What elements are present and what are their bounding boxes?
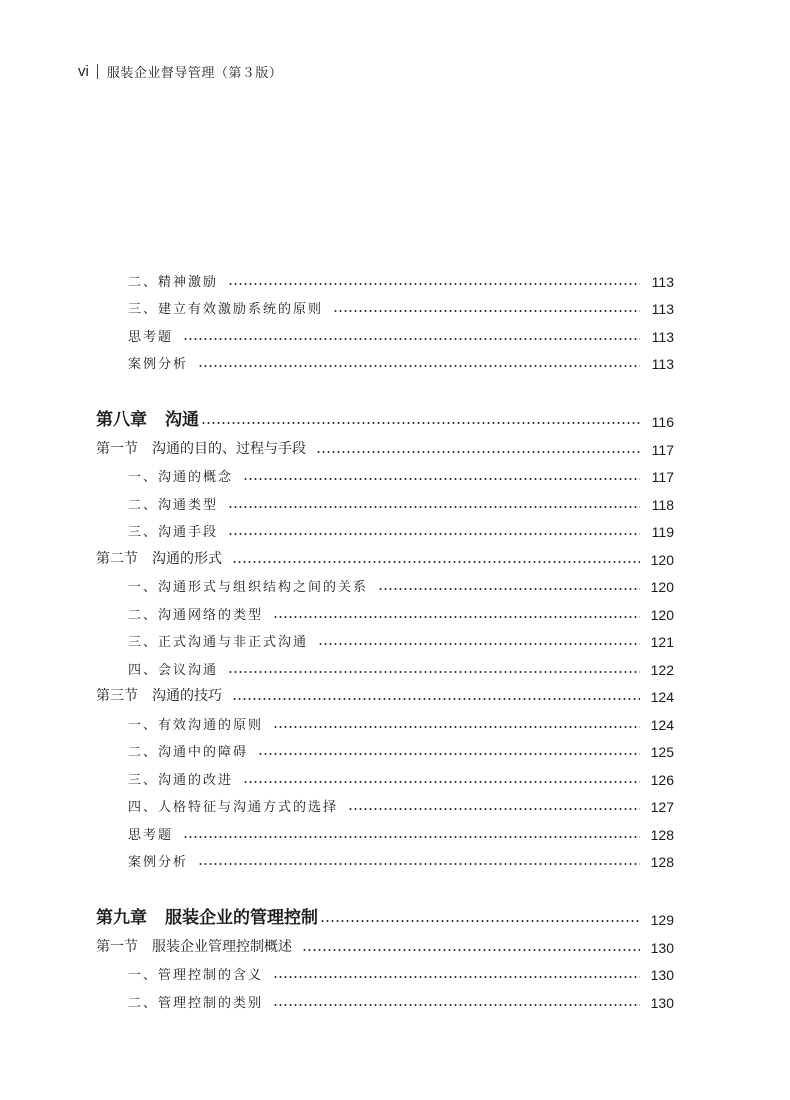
toc-entry-text: 案例分析 (128, 357, 189, 372)
dot-leader (273, 616, 640, 618)
toc-page-number: 125 (650, 744, 674, 760)
toc-page-number: 113 (651, 301, 674, 317)
toc-item-row[interactable] (96, 487, 674, 515)
toc-entry-text: 二、管理控制的类别 (128, 995, 264, 1011)
toc-entry-title (128, 769, 233, 790)
dot-leader (348, 808, 640, 810)
toc-entry-title (128, 466, 233, 487)
toc-page-number: 116 (651, 414, 674, 430)
toc-entry-title (128, 326, 173, 347)
toc-entry-text: 一、管理控制的含义 (128, 968, 264, 983)
toc-entry-title (128, 714, 263, 735)
toc-entry-title (128, 576, 368, 597)
dot-leader (228, 506, 640, 508)
dot-leader (228, 283, 640, 285)
toc-item-row[interactable] (96, 985, 674, 1013)
toc-item-row[interactable] (96, 790, 674, 818)
toc-entry-title (96, 903, 318, 930)
toc-entry-text: 一、沟通形式与组织结构之间的关系 (128, 580, 369, 595)
toc-page-number: 118 (651, 496, 674, 513)
toc-item-row[interactable] (96, 460, 674, 488)
toc-sub-row[interactable] (96, 817, 674, 845)
toc-page-number: 128 (650, 854, 674, 870)
table-of-contents (96, 264, 674, 1013)
dot-leader (320, 920, 640, 922)
toc-entry-title (96, 548, 222, 570)
toc-entry-number: 第一节 (96, 440, 138, 457)
toc-entry-title (128, 659, 218, 680)
dot-leader (302, 949, 640, 951)
toc-entry-title (128, 824, 173, 845)
toc-entry-title (128, 353, 188, 374)
toc-item-row[interactable] (96, 958, 674, 986)
toc-entry-text: 思考题 (128, 827, 174, 843)
toc-section-row[interactable] (96, 930, 674, 958)
toc-entry-title (96, 685, 222, 707)
toc-sub-row[interactable] (96, 319, 674, 347)
toc-entry-title (128, 521, 218, 542)
toc-section-row[interactable] (96, 432, 674, 460)
toc-page-number: 127 (650, 799, 674, 815)
dot-leader (228, 533, 640, 535)
page-number: vi (78, 62, 89, 80)
toc-entry-title (128, 631, 308, 652)
toc-page-number: 117 (651, 441, 674, 458)
dot-leader (378, 588, 640, 590)
toc-page-number: 113 (651, 273, 674, 290)
toc-entry-text: 沟通的技巧 (152, 688, 222, 704)
toc-page-number: 119 (651, 524, 674, 540)
toc-entry-text: 思考题 (128, 329, 174, 345)
dot-leader (232, 698, 640, 700)
toc-page-number: 113 (651, 328, 674, 345)
dot-leader (273, 976, 640, 978)
toc-entry-text: 三、沟通的改进 (128, 772, 234, 788)
toc-page-number: 122 (650, 661, 674, 678)
toc-entry-title (96, 438, 306, 460)
toc-sub-row[interactable] (96, 845, 674, 873)
toc-item-row[interactable] (96, 570, 674, 598)
toc-entry-text: 一、沟通的概念 (128, 470, 234, 485)
toc-item-row[interactable] (96, 762, 674, 790)
toc-entry-title (128, 992, 263, 1013)
dot-leader (243, 478, 640, 480)
toc-page-number: 120 (650, 551, 674, 568)
toc-sub-row[interactable] (96, 347, 674, 375)
toc-item-row[interactable] (96, 292, 674, 320)
toc-item-row[interactable] (96, 597, 674, 625)
dot-leader (318, 643, 640, 645)
toc-entry-text: 二、沟通网络的类型 (128, 607, 264, 623)
toc-page-number: 126 (650, 771, 674, 788)
toc-entry-text: 服装企业的管理控制 (165, 908, 318, 928)
toc-gap (96, 872, 674, 900)
toc-page-number: 130 (650, 967, 674, 983)
dot-leader (258, 753, 640, 755)
toc-chapter-row[interactable] (96, 402, 674, 432)
toc-entry-text: 二、沟通类型 (128, 497, 219, 513)
toc-page-number: 120 (650, 606, 674, 623)
toc-entry-text: 沟通的目的、过程与手段 (152, 440, 306, 457)
dot-leader (232, 561, 640, 563)
toc-entry-text: 三、正式沟通与非正式沟通 (128, 635, 309, 650)
dot-leader (273, 1004, 640, 1006)
toc-item-row[interactable] (96, 625, 674, 653)
toc-item-row[interactable] (96, 735, 674, 763)
toc-entry-text: 四、会议沟通 (128, 662, 219, 678)
toc-page-number: 130 (650, 939, 674, 956)
book-title: 服装企业督导管理（第３版） (106, 65, 283, 81)
toc-entry-title (128, 964, 263, 985)
toc-entry-title (128, 494, 218, 515)
dot-leader (228, 671, 640, 673)
toc-page-number: 124 (650, 689, 674, 705)
toc-entry-number: 第九章 (96, 908, 147, 928)
toc-item-row[interactable] (96, 652, 674, 680)
toc-entry-number: 第八章 (96, 410, 147, 430)
dot-leader (243, 781, 640, 783)
dot-leader (316, 451, 640, 453)
toc-entry-title (128, 298, 323, 319)
toc-entry-text: 沟通的形式 (152, 550, 222, 567)
toc-entry-text: 沟通 (165, 410, 199, 430)
toc-gap (96, 374, 674, 402)
toc-entry-title (128, 851, 188, 872)
toc-entry-number: 第一节 (96, 938, 138, 955)
toc-entry-title (96, 936, 292, 958)
toc-entry-title (128, 796, 338, 817)
toc-entry-text: 服装企业管理控制概述 (152, 938, 292, 955)
toc-entry-number: 第二节 (96, 550, 138, 567)
toc-entry-text: 二、精神激励 (128, 274, 219, 290)
toc-chapter-row[interactable] (96, 900, 674, 930)
header-divider (97, 64, 98, 79)
toc-page-number: 121 (650, 634, 674, 650)
toc-item-row[interactable] (96, 707, 674, 735)
toc-section-row[interactable] (96, 542, 674, 570)
toc-entry-text: 二、沟通中的障碍 (128, 745, 249, 760)
toc-entry-text: 四、人格特征与沟通方式的选择 (128, 800, 339, 815)
toc-page-number: 128 (650, 826, 674, 843)
toc-entry-text: 一、有效沟通的原则 (128, 717, 264, 733)
toc-item-row[interactable] (96, 264, 674, 292)
toc-page-number: 124 (650, 716, 674, 733)
toc-page-number: 129 (650, 912, 674, 928)
toc-entry-text: 三、沟通手段 (128, 525, 219, 540)
dot-leader (198, 365, 640, 367)
dot-leader (201, 422, 640, 424)
toc-entry-title (128, 604, 263, 625)
toc-page-number: 113 (651, 356, 674, 372)
dot-leader (198, 863, 640, 865)
toc-entry-title (128, 271, 218, 292)
toc-entry-text: 案例分析 (128, 855, 189, 870)
toc-page-number: 120 (650, 579, 674, 595)
dot-leader (183, 338, 640, 340)
dot-leader (273, 726, 640, 728)
toc-section-row[interactable] (96, 680, 674, 708)
dot-leader (183, 836, 640, 838)
toc-page-number: 130 (650, 994, 674, 1011)
dot-leader (333, 310, 640, 312)
running-header (78, 60, 282, 82)
toc-entry-title (96, 405, 199, 432)
toc-entry-text: 三、建立有效激励系统的原则 (128, 302, 324, 317)
toc-entry-number: 第三节 (96, 688, 138, 704)
toc-page-number: 117 (651, 469, 674, 485)
toc-item-row[interactable] (96, 515, 674, 543)
toc-entry-title (128, 741, 248, 762)
